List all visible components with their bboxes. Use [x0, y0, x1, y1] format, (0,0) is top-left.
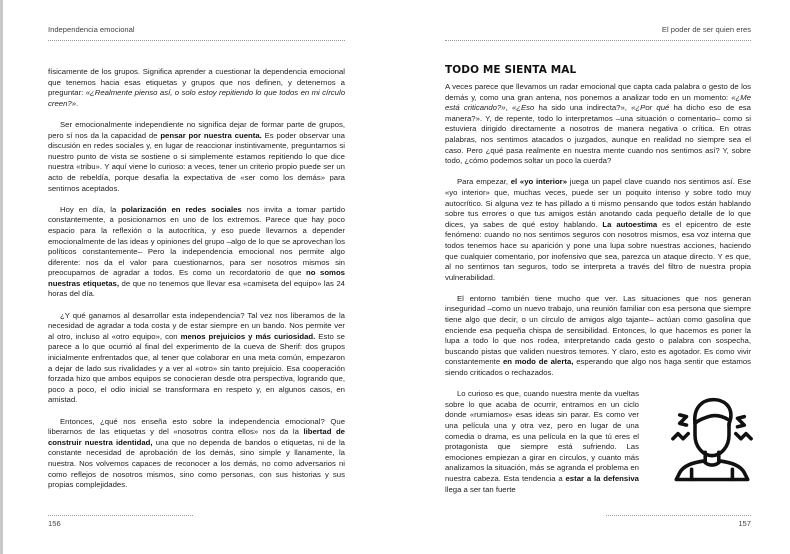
paragraph: [48, 311, 345, 406]
viewer-left-edge: [0, 0, 3, 554]
text-run: juega un papel clave cuando nos sentimos así. Ese «yo interior» que, muchas veces, puede ser un poquito intenso y sobre todo muy autocrítico. Si alguna vez te has pillado a ti mismo pensando que todos están hablando sobre tus errores o que tus amigos están anotando cada pequeño detalle de lo que dices, ya sabes de qué estoy hablando.: [445, 177, 752, 229]
text-run: llega a ser tan fuerte: [445, 484, 516, 494]
paragraph: [48, 120, 345, 194]
emphasis-italic: «¿Por qué: [631, 103, 670, 113]
emphasis-italic: «¿Eso: [511, 103, 535, 113]
left-page: [48, 0, 345, 554]
right-page: [445, 0, 751, 554]
paragraph: [445, 177, 751, 283]
paragraph: [48, 67, 345, 109]
paragraph: [445, 294, 751, 379]
header-divider: [445, 40, 751, 41]
paragraph: [48, 417, 345, 491]
text-run: Lo curioso es que, cuando nuestra mente da vueltas sobre lo que acaba de ocurrir, entramos en un ciclo donde «rumiamos» esas ideas sin parar. Es como ver una película una y otra vez, pero en lugar de una comedia o drama, es una película en la que tú eres el protagonista que siempre está sufriendo. Las emociones empiezan a girar en círculos, y cuanto más analizamos la situación, más se agranda el problema en nuestra cabeza. Esta tendencia a: [445, 389, 639, 483]
text-run: físicamente de los grupos. Significa aprender a cuestionar la dependencia emocional que tenemos hacia esas etiquetas y grupos que nos definen, y detenernos a preguntar:: [48, 67, 345, 98]
text-run: ha dicho eso de esa manera?». Y, de repente, todo lo interpretamos –una situación o comentario– como si estuviera dirigido directamente a nosotros de manera negativa o crítica. En otras palabras, nos sentimos atacados o juzgados, aunque en realidad no siempre sea el caso. Pero ¿qué pasa realmente en nuestra mente cuando nos sentimos así? Y, sobre todo, ¿cómo podemos soltar un poco la cuerda?: [445, 103, 751, 166]
text-run: ha sido una indirecta?»,: [534, 103, 632, 113]
left-body-text: [48, 67, 345, 501]
text-run: A veces parece que llevamos un radar emocional que capta cada palabra o gesto de los demás y, como una gran antena, nos ponemos a analizar todo en un momento:: [445, 82, 751, 102]
emphasis-bold: pensar por nuestra cuenta.: [160, 130, 262, 140]
emphasis-italic: «¿Realmente pienso así, o solo estoy repitiendo lo que todos en mi círculo creen?»: [48, 88, 346, 108]
text-run: Para empezar,: [457, 177, 511, 187]
paragraph: [445, 82, 751, 167]
emphasis-bold: en modo de alerta,: [502, 357, 574, 367]
paragraph: [445, 389, 751, 495]
emphasis-bold: menos prejuicios y más curiosidad.: [180, 331, 316, 341]
running-head-left: Independencia emocional: [48, 25, 135, 34]
text-run: de que no tenemos que llevar esa «camiseta del equipo» las 24 horas del día.: [48, 278, 345, 299]
emphasis-bold: La autoestima: [602, 219, 658, 229]
text-run: .: [76, 98, 79, 108]
text-run: Hoy en día, la: [60, 204, 122, 214]
text-run: una que no dependa de bandos o etiquetas, ni de la constante necesidad de aprobación de los demás, sino simple y llanamente, la nuestra. Nos volvemos capaces de reconocer a los demás, no como adversarios ni como reflejos de nosotros mismos, sino como personas, con sus historias y sus propias complejidades.: [48, 437, 345, 490]
emphasis-bold: el «yo interior»: [510, 177, 568, 187]
page-number-left: 156: [48, 519, 61, 528]
emphasis-bold: libertad de construir nuestra identidad,: [48, 427, 345, 447]
text-run: ,: [505, 103, 512, 113]
section-title: TODO ME SIENTA MAL: [445, 64, 577, 76]
text-run: ¿Y qué ganamos al desarrollar esta independencia? Tal vez nos liberamos de la necesidad de agradar a toda costa y de estar siempre en un bando. Nos permite ver al otro, incluso al «otro equipo», con: [48, 310, 345, 341]
emphasis-italic: «¿Me está criticando?»: [445, 92, 751, 113]
text-run: Entonces, ¿qué nos enseña esto sobre la independencia emocional? Que liberarnos de las etiquetas y del «nosotros contra ellos» nos da la: [48, 416, 345, 437]
text-run: Es poder observar una discusión en redes sociales y, en lugar de reaccionar instintivamente, preguntarnos si nuestro punto de vista se sostiene o si simplemente estamos repitiendo lo que dice nuestra «tribu». Y aquí viene lo curioso: a veces, tener un criterio propio puede ser un acto de rebeldía, porque desafía la expectativa de «ser como los demás» para sentirnos aceptados.: [48, 130, 345, 193]
text-run: Ser emocionalmente independiente no significa dejar de formar parte de grupos, pero sí nos da la capacidad de: [48, 119, 345, 140]
page-number-right: 157: [738, 519, 751, 528]
text-run: Esto se parece a lo que ocurrió al final del experimento de la cueva de Sherif: dos grupos inicialmente enfrentados que, al tener que colaborar en una meta común, empezaron a dejar de lado sus rivalidades y a ver al «otro» sin tanto prejuicio. Esa cooperación forzada hizo que ambos equipos se conocieran desde otra perspectiva, logrando que, poco a poco, el odio inicial se transformara en respeto y, en algunos casos, en amistad.: [48, 331, 345, 405]
right-body-text: [445, 82, 751, 506]
footer-divider: [606, 515, 751, 516]
running-head-right: El poder de ser quien eres: [661, 25, 751, 34]
footer-divider: [48, 515, 193, 516]
text-run: es el epicentro de este fenómeno: cuando no nos sentimos seguros con nosotros mismos, esa voz interna que todos tenemos hace su aparición y pone una lupa sobre nuestras acciones, haciendo que cualquier comentario, por inofensivo que sea, parezca un ataque directo. Y es que, al no sentirnos tan seguros, todo se interpreta a través del filtro de nuestra propia vulnerabilidad.: [445, 219, 751, 282]
emphasis-bold: polarización en redes sociales: [121, 204, 242, 214]
header-divider: [48, 40, 345, 41]
text-run: nos invita a tomar partido constantemente, a posicionarnos en uno de los extremos. Parece que hay poco espacio para la reflexión o la autocrítica, y eso puede llevarnos a depender emocionalmente de las ideas y opiniones del grupo –algo de lo que se aprovechan los políticos constantemente– Pero la independencia emocional nos permite algo diferente: nos da el valor para cuestionarnos, para ser nosotros mismos sin preocuparnos de agradar a todos. Es como un recordatorio de que: [48, 204, 346, 278]
stressed-person-icon: [661, 391, 763, 483]
text-run: El entorno también tiene mucho que ver. Las situaciones que nos generan inseguridad –como un nuevo trabajo, una reunión familiar con esa persona que siempre tiene algo que decir, o un círculo de amigos algo tajante– actúan como gasolina que enciende esa pequeña chispa de sensibilidad. Entonces, lo que hacemos es poner la lupa a todo lo que nos rodea, interpretando cada gesto o palabra con sospecha, buscando pistas que validen nuestros temores. Y claro, esto es agotador. Es como vivir constantemente: [445, 293, 751, 367]
text-run: esperando que algo nos haga sentir que estamos siendo criticados o rechazados.: [445, 357, 752, 378]
paragraph: [48, 205, 345, 300]
emphasis-bold: estar a la defensiva: [565, 473, 639, 483]
stressed-person-illustration: [649, 391, 751, 483]
emphasis-bold: no somos nuestras etiquetas,: [48, 268, 345, 288]
